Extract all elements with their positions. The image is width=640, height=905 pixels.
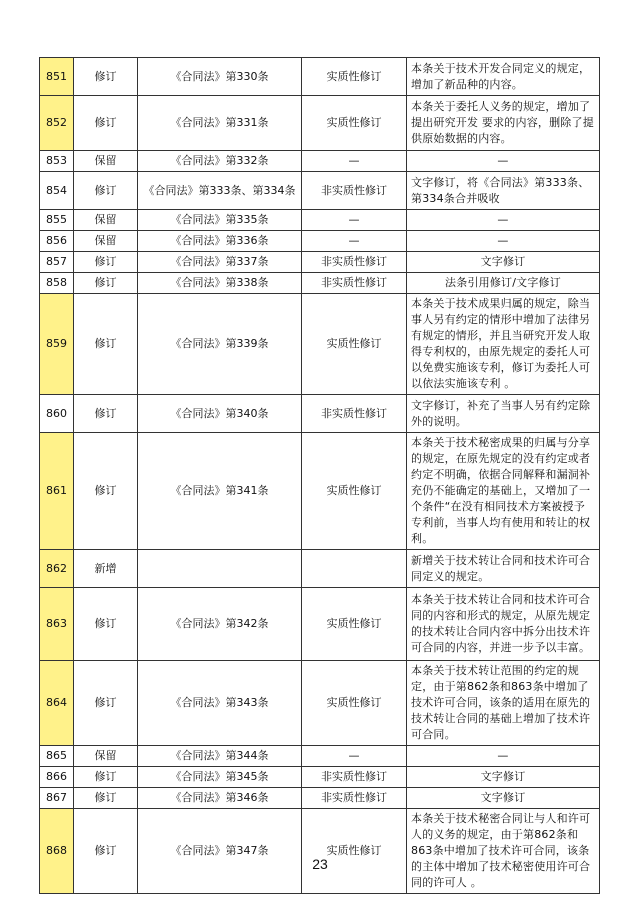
- revision-type: 修订: [74, 96, 138, 151]
- revision-nature: 非实质性修订: [302, 273, 407, 294]
- revision-type: 修订: [74, 172, 138, 210]
- revision-nature: 实质性修订: [302, 661, 407, 746]
- row-number: 858: [40, 273, 74, 294]
- table-row: [40, 809, 600, 894]
- revision-nature: 非实质性修订: [302, 788, 407, 809]
- revision-nature: —: [302, 151, 407, 172]
- row-number: 867: [40, 788, 74, 809]
- revision-note: —: [407, 151, 600, 172]
- revision-nature: 实质性修订: [302, 433, 407, 550]
- revision-type: 修订: [74, 395, 138, 433]
- source-article: 《合同法》第339条: [138, 294, 302, 395]
- row-number: 862: [40, 550, 74, 588]
- row-number: 851: [40, 58, 74, 96]
- table-row: [40, 767, 600, 788]
- revision-nature: 实质性修订: [302, 809, 407, 894]
- row-number: 853: [40, 151, 74, 172]
- revision-type: 修订: [74, 588, 138, 661]
- source-article: 《合同法》第340条: [138, 395, 302, 433]
- table-row: [40, 151, 600, 172]
- revision-type: 修订: [74, 58, 138, 96]
- revision-nature: 非实质性修订: [302, 252, 407, 273]
- revision-type: 新增: [74, 550, 138, 588]
- revision-type: 修订: [74, 273, 138, 294]
- source-article: 《合同法》第342条: [138, 588, 302, 661]
- revision-note: 新增关于技术转让合同和技术许可合同定义的规定。: [407, 550, 600, 588]
- table-row: [40, 273, 600, 294]
- row-number: 852: [40, 96, 74, 151]
- table-row: [40, 550, 600, 588]
- row-number: 866: [40, 767, 74, 788]
- revision-note: —: [407, 231, 600, 252]
- source-article: [138, 550, 302, 588]
- source-article: 《合同法》第330条: [138, 58, 302, 96]
- revision-note: 文字修订: [407, 788, 600, 809]
- source-article: 《合同法》第346条: [138, 788, 302, 809]
- revision-note: 文字修订: [407, 767, 600, 788]
- page-number: 23: [312, 856, 328, 872]
- table-row: [40, 588, 600, 661]
- table-row: [40, 210, 600, 231]
- revision-note: 本条关于技术秘密成果的归属与分享的规定，在原先规定的没有约定或者约定不明确，依据合同解释和漏洞补充仍不能确定的基础上，又增加了一个条件“在没有相同技术方案被授予专利前，当事人均有使用和转让的权利。: [407, 433, 600, 550]
- row-number: 863: [40, 588, 74, 661]
- source-article: 《合同法》第332条: [138, 151, 302, 172]
- revision-type: 保留: [74, 210, 138, 231]
- revision-nature: 实质性修订: [302, 294, 407, 395]
- source-article: 《合同法》第331条: [138, 96, 302, 151]
- table-row: [40, 58, 600, 96]
- revision-note: 本条关于技术成果归属的规定，除当事人另有约定的情形中增加了法律另有规定的情形，并且当研究开发人取得专利权的，由原先规定的委托人可以免费实施该专利，修订为委托人可以依法实施该专利 。: [407, 294, 600, 395]
- source-article: 《合同法》第347条: [138, 809, 302, 894]
- revision-type: 修订: [74, 252, 138, 273]
- row-number: 864: [40, 661, 74, 746]
- row-number: 860: [40, 395, 74, 433]
- revision-note: 文字修订，将《合同法》第333条、第334条合并吸收: [407, 172, 600, 210]
- source-article: 《合同法》第333条、第334条: [138, 172, 302, 210]
- revision-nature: [302, 550, 407, 588]
- row-number: 855: [40, 210, 74, 231]
- revision-note: 文字修订: [407, 252, 600, 273]
- table-row: [40, 96, 600, 151]
- table-row: [40, 661, 600, 746]
- source-article: 《合同法》第337条: [138, 252, 302, 273]
- revision-nature: 非实质性修订: [302, 767, 407, 788]
- revision-type: 修订: [74, 788, 138, 809]
- revision-type: 保留: [74, 231, 138, 252]
- revision-nature: —: [302, 231, 407, 252]
- revision-table: [39, 57, 600, 894]
- source-article: 《合同法》第335条: [138, 210, 302, 231]
- revision-note: 本条关于委托人义务的规定，增加了提出研究开发 要求的内容，删除了提供原始数据的内容。: [407, 96, 600, 151]
- source-article: 《合同法》第343条: [138, 661, 302, 746]
- revision-type: 修订: [74, 294, 138, 395]
- row-number: 857: [40, 252, 74, 273]
- source-article: 《合同法》第341条: [138, 433, 302, 550]
- table-row: [40, 231, 600, 252]
- table-row: [40, 252, 600, 273]
- row-number: 856: [40, 231, 74, 252]
- table-row: [40, 172, 600, 210]
- source-article: 《合同法》第345条: [138, 767, 302, 788]
- row-number: 859: [40, 294, 74, 395]
- revision-type: 修订: [74, 661, 138, 746]
- revision-type: 保留: [74, 746, 138, 767]
- row-number: 854: [40, 172, 74, 210]
- row-number: 861: [40, 433, 74, 550]
- source-article: 《合同法》第344条: [138, 746, 302, 767]
- revision-nature: 非实质性修订: [302, 172, 407, 210]
- table-row: [40, 294, 600, 395]
- source-article: 《合同法》第338条: [138, 273, 302, 294]
- revision-nature: —: [302, 746, 407, 767]
- revision-type: 修订: [74, 809, 138, 894]
- revision-note: 文字修订，补充了当事人另有约定除外的说明。: [407, 395, 600, 433]
- table-row: [40, 433, 600, 550]
- source-article: 《合同法》第336条: [138, 231, 302, 252]
- revision-nature: 实质性修订: [302, 588, 407, 661]
- revision-type: 修订: [74, 767, 138, 788]
- revision-note: 本条关于技术秘密合同让与人和许可人的义务的规定，由于第862条和863条中增加了技术许可合同，该条的主体中增加了技术秘密使用许可合同的许可人 。: [407, 809, 600, 894]
- revision-nature: —: [302, 210, 407, 231]
- table-row: [40, 746, 600, 767]
- revision-note: —: [407, 210, 600, 231]
- revision-nature: 非实质性修订: [302, 395, 407, 433]
- revision-nature: 实质性修订: [302, 96, 407, 151]
- revision-note: 本条关于技术转让范围的约定的规定，由于第862条和863条中增加了技术许可合同，该条的适用在原先的技术转让合同的基础上增加了技术许可合同。: [407, 661, 600, 746]
- row-number: 865: [40, 746, 74, 767]
- revision-note: 法条引用修订/文字修订: [407, 273, 600, 294]
- table-row: [40, 395, 600, 433]
- revision-type: 修订: [74, 433, 138, 550]
- revision-note: —: [407, 746, 600, 767]
- revision-type: 保留: [74, 151, 138, 172]
- revision-note: 本条关于技术开发合同定义的规定，增加了新品种的内容。: [407, 58, 600, 96]
- table-row: [40, 788, 600, 809]
- revision-note: 本条关于技术转让合同和技术许可合同的内容和形式的规定，从原先规定的技术转让合同内容中拆分出技术许可合同的内容，并进一步予以丰富。: [407, 588, 600, 661]
- revision-nature: 实质性修订: [302, 58, 407, 96]
- row-number: 868: [40, 809, 74, 894]
